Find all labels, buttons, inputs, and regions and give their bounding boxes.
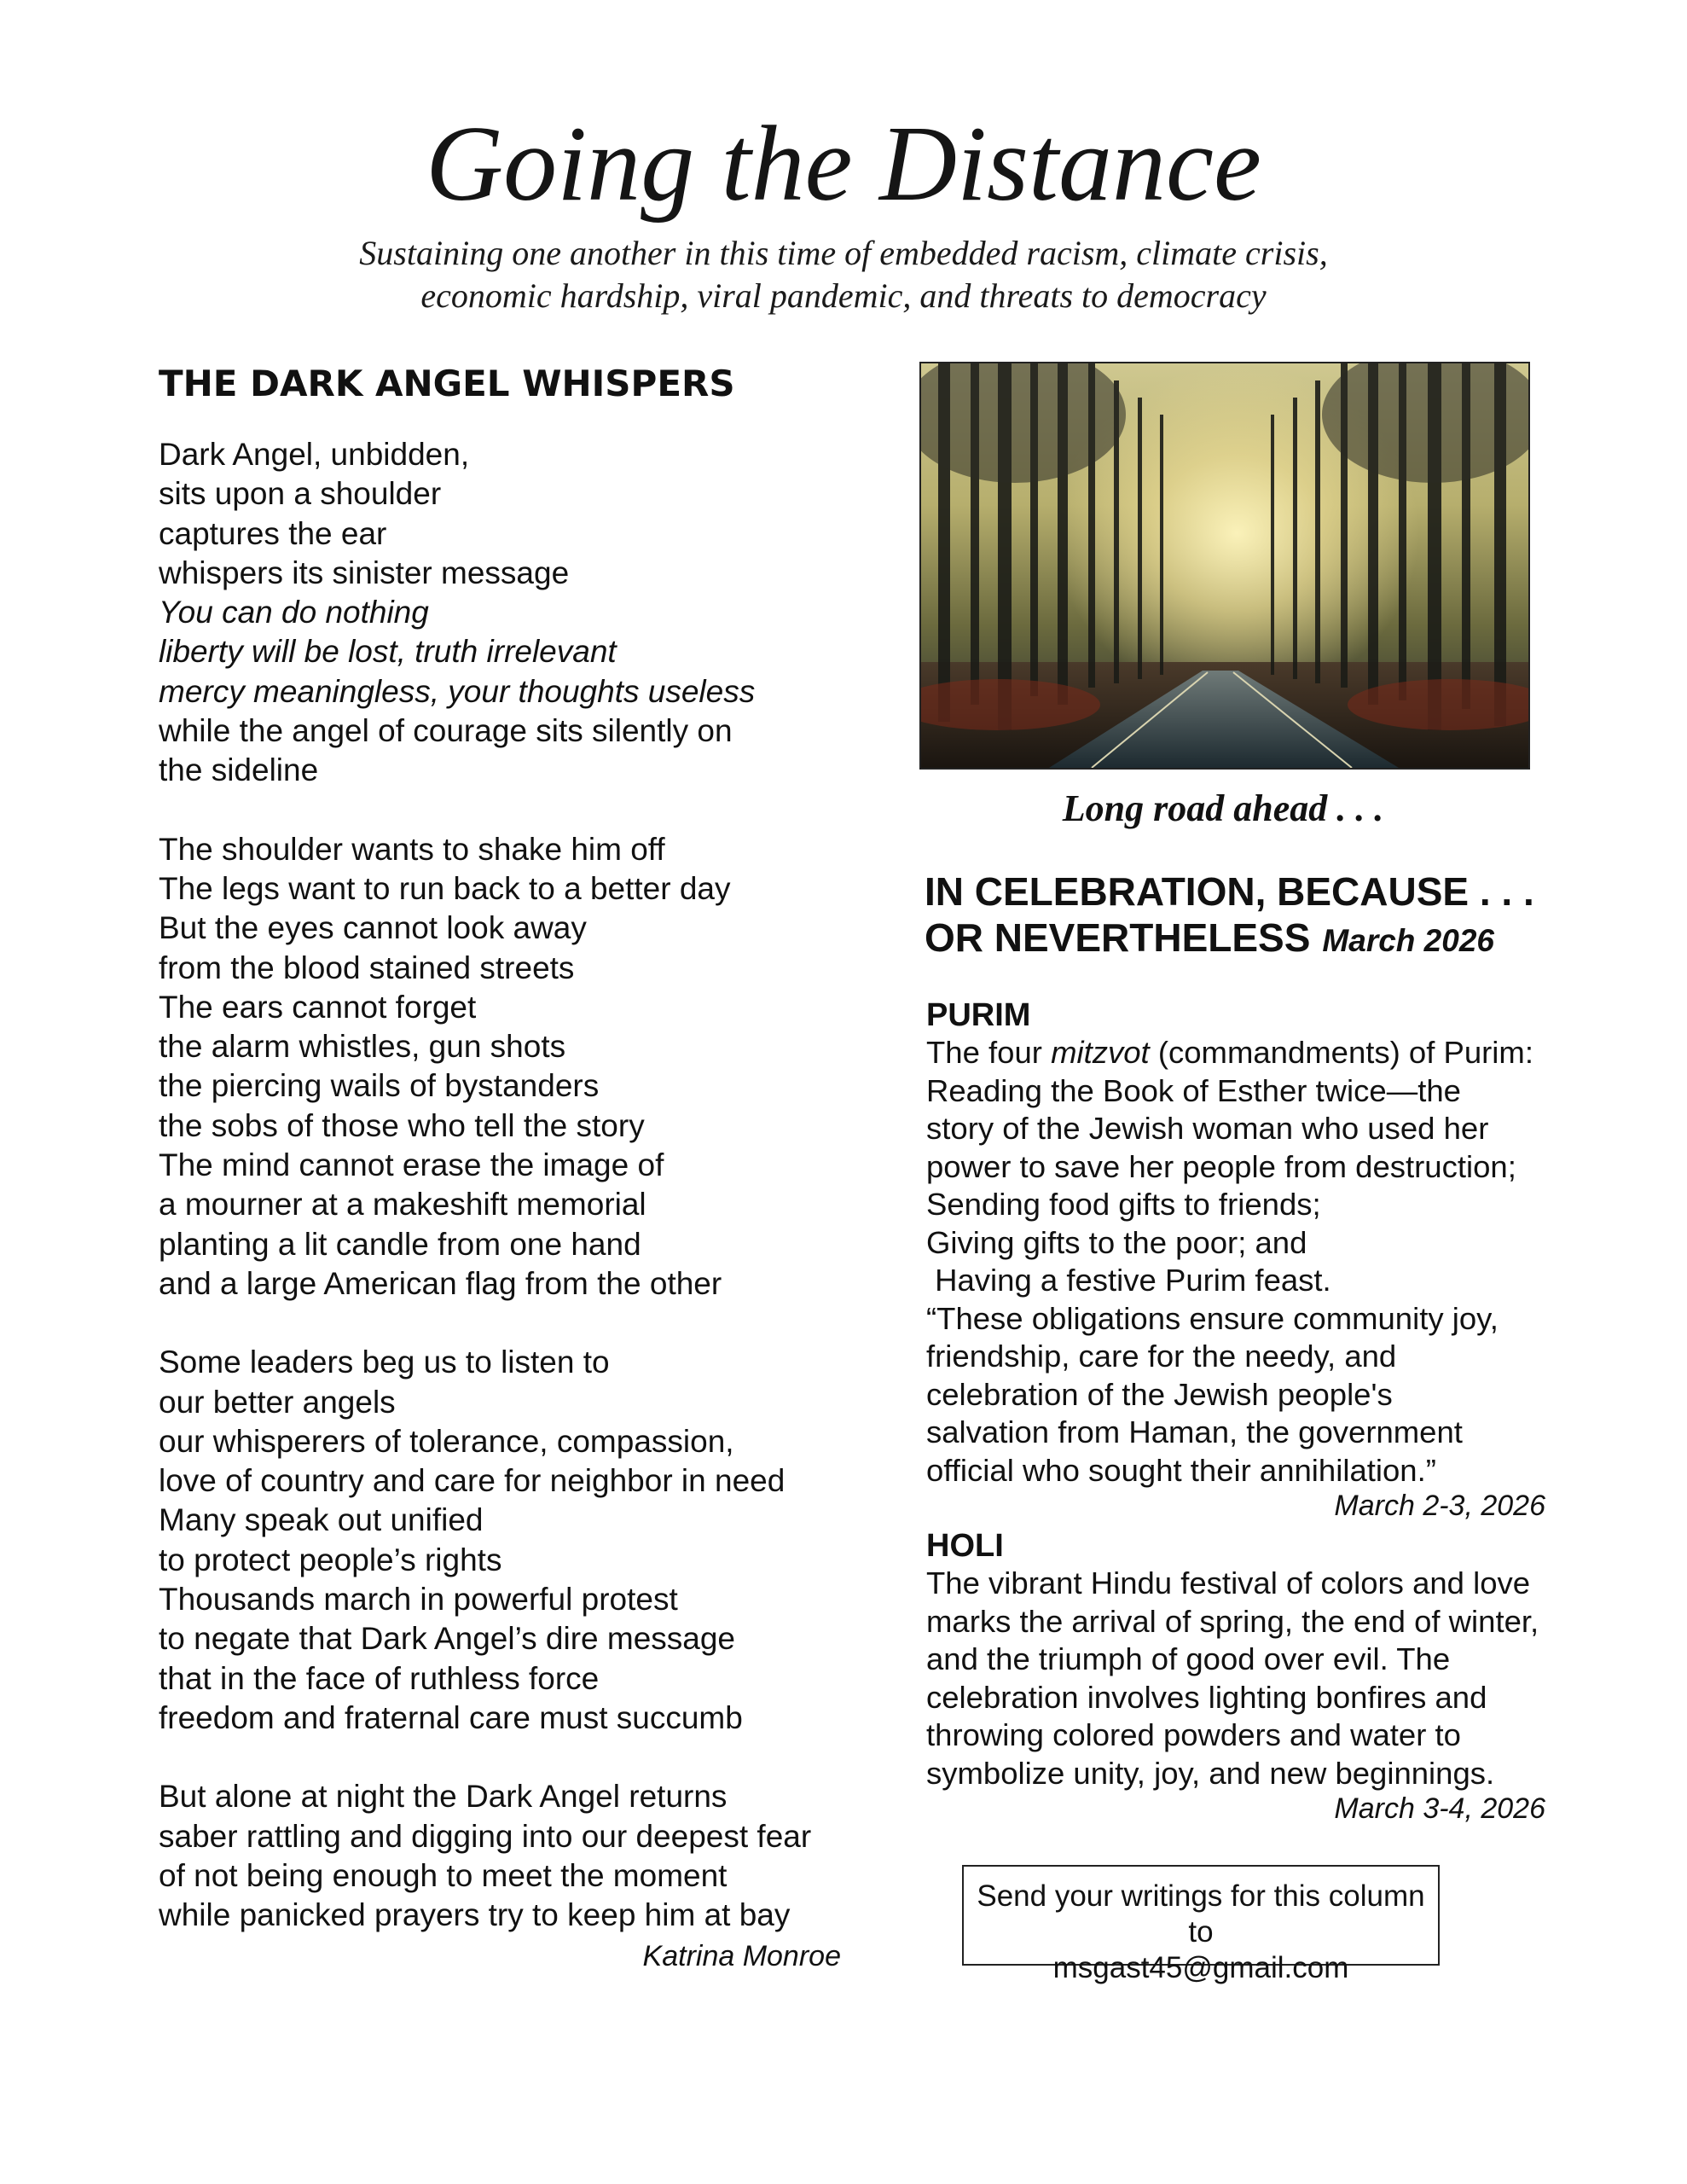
celebration-title-line [925,915,1602,964]
entry-line: Having a festive Purim feast. [926,1263,1331,1298]
entry-line: friendship, care for the needy, and [926,1339,1397,1374]
poem-column [159,358,892,1974]
entry-line: celebration involves lighting bonfires and [926,1679,1487,1715]
poem-line: Thousands march in powerful protest [159,1582,678,1618]
poem-line: the sobs of those who tell the story [159,1107,645,1143]
forest-road-photo [919,362,1530,770]
entry-date: March 2-3, 2026 [1334,1490,1545,1522]
submission-email[interactable]: msgast45@gmail.com [1052,1951,1349,1984]
submission-text: Send your writings for this column to [977,1879,1425,1949]
poem-author: Katrina Monroe [642,1940,841,1972]
poem-line: sits upon a shoulder [159,476,442,512]
entry-line: Reading the Book of Esther twice—the [926,1072,1461,1108]
celebration-title-line: IN CELEBRATION, BECAUSE . . . [925,869,1534,914]
poem-line: Some leaders beg us to listen to [159,1345,610,1380]
poem-line: to protect people’s rights [159,1542,502,1577]
poem-line: The shoulder wants to shake him off [159,831,665,867]
entry-emphasis: mitzvot [1051,1035,1150,1070]
poem-stanza [159,830,892,1304]
poem-line: Dark Angel, unbidden, [159,437,470,472]
photo-caption: Long road ahead . . . [1062,787,1384,829]
entry-holi [926,1527,1602,1825]
forest-road-illustration [921,363,1528,768]
poem-stanza [159,435,892,791]
poem-line: the piercing wails of bystanders [159,1068,600,1104]
poem-body [159,435,892,1935]
poem-line: whispers its sinister message [159,555,570,590]
poem-line: saber rattling and digging into our deepest fear [159,1818,812,1854]
poem-line: You can do nothing [159,595,429,630]
poem-line: and a large American flag from the other [159,1265,722,1301]
poem-line: our whisperers of tolerance, compassion, [159,1423,734,1459]
entry-body [926,1565,1602,1792]
masthead-subtitle [0,232,1687,317]
poem-line: The legs want to run back to a better day [159,870,731,906]
poem-line: that in the face of ruthless force [159,1660,600,1696]
entry-date: March 3-4, 2026 [1334,1792,1545,1825]
entry-line: power to save her people from destruction; [926,1148,1516,1184]
entry-name: PURIM [926,997,1031,1033]
entry-body [926,1034,1602,1490]
poem-line: our better angels [159,1384,396,1420]
celebration-column [919,362,1602,1825]
poem-line: liberty will be lost, truth irrelevant [159,634,617,670]
poem-line: love of country and care for neighbor in need [159,1463,786,1499]
entry-line: and the triumph of good over evil. The [926,1641,1451,1676]
poem-line: But the eyes cannot look away [159,910,587,946]
poem-line: a mourner at a makeshift memorial [159,1187,646,1223]
poem-line: mercy meaningless, your thoughts useless [159,673,756,709]
submission-box [962,1865,1440,1984]
poem-stanza [159,1343,892,1738]
poem-title: THE DARK ANGEL WHISPERS [159,363,735,404]
entry-line: Giving gifts to the poor; and [926,1224,1307,1260]
entry-line: salvation from Haman, the government [926,1414,1463,1449]
masthead [0,101,1687,317]
celebration-title-line2: OR NEVERTHELESS [925,915,1311,960]
poem-line: The mind cannot erase the image of [159,1147,664,1183]
poem-line: Many speak out unified [159,1502,484,1538]
celebration-month: March 2026 [1322,923,1494,958]
poem-line: planting a lit candle from one hand [159,1226,641,1262]
poem-line: captures the ear [159,515,387,551]
entry-line: “These obligations ensure community joy, [926,1300,1499,1336]
entry-line: story of the Jewish woman who used her [926,1111,1489,1146]
poem-line: the sideline [159,752,319,788]
poem-line: The ears cannot forget [159,989,477,1025]
poem-line: freedom and fraternal care must succumb [159,1699,743,1735]
subtitle-line: Sustaining one another in this time of embedded racism, climate crisis, [359,234,1328,272]
entry-line: The vibrant Hindu festival of colors and love [926,1565,1531,1600]
entry-text: (commandments) of Purim: [1149,1035,1533,1070]
entry-line: official who sought their annihilation.” [926,1452,1436,1488]
entry-line: celebration of the Jewish people's [926,1376,1393,1412]
entry-purim [926,996,1602,1522]
poem-line: But alone at night the Dark Angel returns [159,1779,728,1815]
subtitle-line: economic hardship, viral pandemic, and threats to democracy [420,276,1267,315]
poem-stanza [159,1777,892,1935]
entry-line: marks the arrival of spring, the end of winter, [926,1603,1539,1639]
entry-text: The four [926,1035,1052,1070]
poem-line: while the angel of courage sits silently on [159,713,733,749]
entry-name: HOLI [926,1528,1004,1564]
entry-line [926,1034,1602,1072]
masthead-title: Going the Distance [426,105,1261,224]
entry-line: throwing colored powders and water to [926,1717,1461,1752]
poem-line: of not being enough to meet the moment [159,1857,728,1893]
poem-line: while panicked prayers try to keep him at bay [159,1897,791,1933]
celebration-title [925,868,1602,964]
poem-line: from the blood stained streets [159,950,575,985]
poem-line: the alarm whistles, gun shots [159,1029,566,1065]
entry-line: Sending food gifts to friends; [926,1187,1321,1222]
poem-line: to negate that Dark Angel’s dire message [159,1621,736,1657]
entry-line: symbolize unity, joy, and new beginnings. [926,1755,1495,1791]
